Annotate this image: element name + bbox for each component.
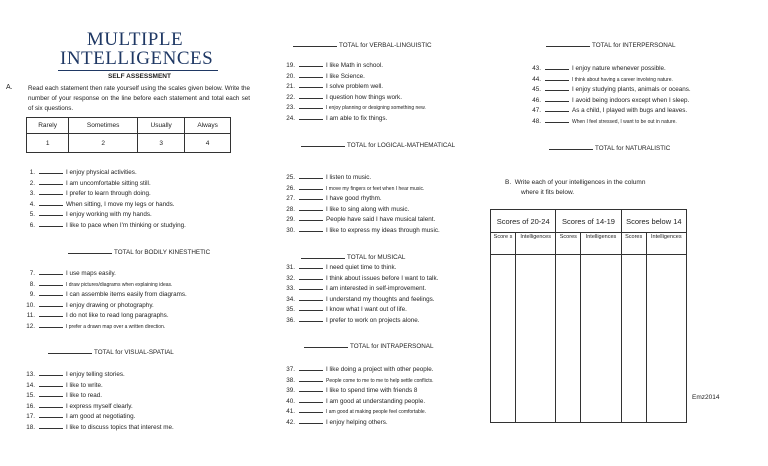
answer-blank[interactable] [299,214,323,221]
sub-header-intelligences: Intelligences [646,233,686,255]
answer-blank[interactable] [39,310,63,317]
answer-blank[interactable] [39,209,63,216]
scale-label-4: Always [185,118,231,134]
rating-scale-table [26,117,231,153]
sub-header-scores: Scores [621,233,646,255]
answer-blank[interactable] [299,294,323,301]
subtitle: SELF ASSESSMENT [108,73,171,80]
scale-value-1: 1 [27,134,69,153]
answer-blank[interactable] [299,81,323,88]
answer-blank[interactable] [299,102,323,109]
musical-items: 25. I listen to music. 26. I move my fingers or feet when I hear music. 27. I have good rhythm. 28. I like to sing along with music. 29. People have said I have musical talent. 30. I like to express my ideas through music. [286,174,440,234]
answer-blank[interactable] [545,84,569,91]
total-visual-spatial: TOTAL for VISUAL-SPATIAL [48,347,174,356]
answer-blank[interactable] [299,406,323,413]
scale-value-3: 3 [138,134,185,153]
answer-blank[interactable] [39,178,63,185]
answer-blank[interactable] [39,199,63,206]
total-blank[interactable] [549,143,593,150]
answer-blank[interactable] [299,396,323,403]
sub-header-scores: Scores [556,233,581,255]
answer-blank[interactable] [299,273,323,280]
page-title [60,29,214,69]
total-verbal-linguistic: TOTAL for VERBAL-LINGUISTIC [293,40,432,49]
title-line-2: INTELLIGENCES [60,48,214,69]
score-cell[interactable] [491,255,516,423]
visual-spatial-items: 7. I use maps easily. 8. I draw pictures/diagrams when explaining ideas. 9. I can assemble items easily from diagrams. 10. I enjoy drawing or photography. 11. I do not like to read long paragraphs. 12. I prefer a drawn map over a written direction. [26,270,187,330]
answer-blank[interactable] [39,188,63,195]
answer-blank[interactable] [299,92,323,99]
interpersonal-items: 37. I like doing a project with other people. 38. People come to me to me to help settle conflicts. 39. I like to spend time with friends 8 40. I am good at understanding people. 41. I am good at making people feel comfortable. 42. I enjoy helping others. [286,366,434,426]
answer-blank[interactable] [39,289,63,296]
answer-blank[interactable] [545,63,569,70]
total-blank[interactable] [301,252,345,259]
answer-blank[interactable] [299,315,323,322]
answer-blank[interactable] [39,321,63,328]
answer-blank[interactable] [299,172,323,179]
intrapersonal-items: 31. I need quiet time to think. 32. I think about issues before I want to talk. 33. I am interested in self-improvement. 34. I understand my thoughts and feelings. 35. I know what I want out of life. 36. I prefer to work on projects alone. [286,264,439,324]
answer-blank[interactable] [545,105,569,112]
answer-blank[interactable] [299,225,323,232]
answer-blank[interactable] [299,304,323,311]
answer-blank[interactable] [299,262,323,269]
total-intrapersonal: TOTAL for INTRAPERSONAL [304,341,434,350]
total-blank[interactable] [301,140,345,147]
header-20-24: Scores of 20-24 [491,210,556,233]
answer-blank[interactable] [39,380,63,387]
answer-blank[interactable] [39,167,63,174]
intelligence-cell[interactable] [581,255,621,423]
answer-blank[interactable] [299,364,323,371]
section-a-label: A. [6,84,13,91]
answer-blank[interactable] [39,300,63,307]
scale-label-2: Sometimes [69,118,138,134]
logical-math-items: 19. I like Math in school. 20. I like Science. 21. I solve problem well. 22. I question how things work. 23. I enjoy planning or designing something new. 24. I am able to fix things. [286,62,426,122]
total-blank[interactable] [304,341,348,348]
answer-blank[interactable] [299,71,323,78]
total-blank[interactable] [48,347,92,354]
scale-label-3: Usually [138,118,185,134]
total-blank[interactable] [68,247,112,254]
title-rule [58,70,218,71]
sub-header-intelligences: Intelligences [516,233,556,255]
answer-blank[interactable] [299,385,323,392]
answer-blank[interactable] [299,375,323,382]
bodily-kinesthetic-items: 1. I enjoy physical activities. 2. I am uncomfortable sitting still. 3. I prefer to learn through doing. 4. When sitting, I move my legs or hands. 5. I enjoy working with my hands. 6. I like to pace when I'm thinking or studying. [29,169,186,229]
total-naturalistic: TOTAL for NATURALISTIC [549,143,670,152]
answer-blank[interactable] [545,116,569,123]
intelligence-cell[interactable] [646,255,686,423]
intelligence-cell[interactable] [516,255,556,423]
scale-value-2: 2 [69,134,138,153]
answer-blank[interactable] [299,204,323,211]
answer-blank[interactable] [299,60,323,67]
title-line-1: MULTIPLE [86,29,184,50]
answer-blank[interactable] [545,74,569,81]
total-logical-mathematical: TOTAL for LOGICAL-MATHEMATICAL [301,140,455,149]
answer-blank[interactable] [39,369,63,376]
verbal-linguistic-items: 13. I enjoy telling stories. 14. I like to write. 15. I like to read. 16. I express myself clearly. 17. I am good at negotiating. 18. I like to discuss topics that interest me. [26,371,174,431]
answer-blank[interactable] [39,422,63,429]
sub-header-scores: Score s [491,233,516,255]
answer-blank[interactable] [39,401,63,408]
answer-blank[interactable] [299,283,323,290]
scores-table [490,209,687,423]
sub-header-intelligences: Intelligences [581,233,621,255]
header-14-19: Scores of 14-19 [556,210,621,233]
answer-blank[interactable] [299,113,323,120]
section-b-instructions: B. Write each of your intelligences in the column where it fits below. [505,179,646,196]
naturalistic-items: 43. I enjoy nature whenever possible. 44. I think about having a career involving nature. 45. I enjoy studying plants, animals or oceans. 46. I avoid being indoors except when I sleep. 47. As a child, I played with bugs and leaves. 48. When I feel stressed, I want to be out in nature. [532,65,691,125]
signature: Emz2014 [692,394,720,401]
scale-value-4: 4 [185,134,231,153]
total-musical: TOTAL for MUSICAL [301,252,405,261]
header-below-14: Scores below 14 [621,210,686,233]
total-interpersonal: TOTAL for INTERPERSONAL [546,40,676,49]
instructions: Read each statement then rate yourself using the scales given below. Write the number of your response on the line before each statement and total each set of six questions. [28,85,250,112]
answer-blank[interactable] [39,390,63,397]
answer-blank[interactable] [39,220,63,227]
answer-blank[interactable] [299,183,323,190]
score-cell[interactable] [621,255,646,423]
answer-blank[interactable] [299,417,323,424]
total-blank[interactable] [293,40,337,47]
score-cell[interactable] [556,255,581,423]
answer-blank[interactable] [545,95,569,102]
answer-blank[interactable] [39,268,63,275]
total-blank[interactable] [546,40,590,47]
scale-label-1: Rarely [27,118,69,134]
answer-blank[interactable] [39,411,63,418]
answer-blank[interactable] [39,279,63,286]
answer-blank[interactable] [299,193,323,200]
total-bodily-kinesthetic: TOTAL for BODILY KINESTHETIC [68,247,210,256]
